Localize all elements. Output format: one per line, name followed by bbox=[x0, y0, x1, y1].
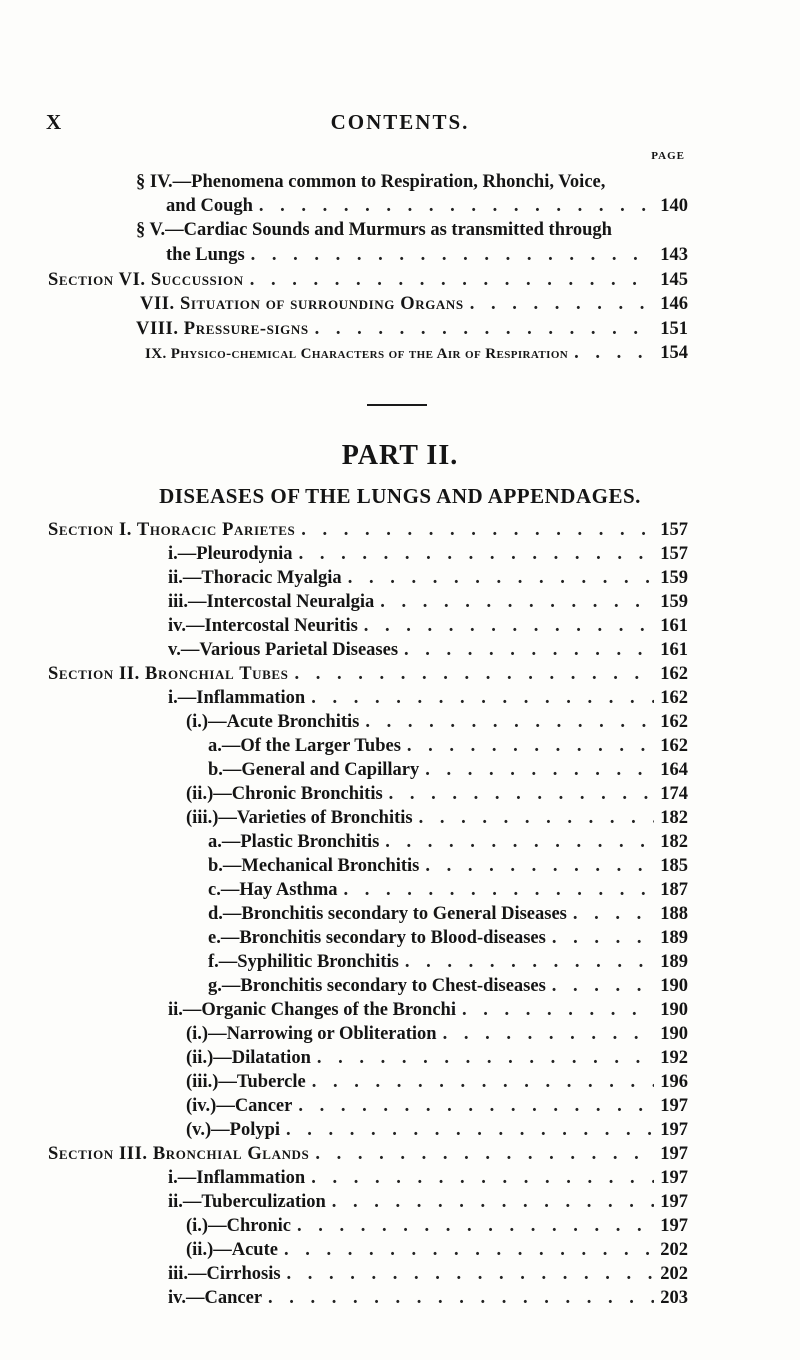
toc-entry: f.—Syphilitic Bronchitis . . . 189 bbox=[208, 950, 688, 974]
toc-section-entry: Section III. Bronchial Glands . . . 197 bbox=[48, 1142, 688, 1166]
toc-entry: iv.—Intercostal Neuritis . . . 161 bbox=[168, 614, 688, 638]
toc-entry: and Cough . . . 140 bbox=[166, 194, 688, 218]
part-subtitle: DISEASES OF THE LUNGS AND APPENDAGES. bbox=[159, 484, 641, 508]
toc-entry: (i.)—Chronic . . . 197 bbox=[186, 1214, 688, 1238]
toc-entry: i.—Inflammation . . . 162 bbox=[168, 686, 688, 710]
toc-entry: v.—Various Parietal Diseases . . . 161 bbox=[168, 638, 688, 662]
toc-entry: (v.)—Polypi . . . 197 bbox=[186, 1118, 688, 1142]
toc-entry: g.—Bronchitis secondary to Chest-diseases . . . 190 bbox=[208, 974, 688, 998]
page-title: CONTENTS. bbox=[330, 110, 470, 134]
toc-entry: VII. Situation of surrounding Organs . . . 146 bbox=[140, 292, 688, 316]
folio: X bbox=[46, 110, 62, 134]
toc-entry: § V.—Cardiac Sounds and Murmurs as transmitted through bbox=[136, 220, 612, 240]
page-column-label: PAGE bbox=[651, 150, 685, 162]
toc-entry: c.—Hay Asthma . . . 187 bbox=[208, 878, 688, 902]
toc-entry: (iii.)—Tubercle . . . 196 bbox=[186, 1070, 688, 1094]
toc-entry: iv.—Cancer . . . 203 bbox=[168, 1286, 688, 1310]
toc-entry: (i.)—Narrowing or Obliteration . . . 190 bbox=[186, 1022, 688, 1046]
toc-entry: a.—Plastic Bronchitis . . . 182 bbox=[208, 830, 688, 854]
toc-entry: (ii.)—Dilatation . . . 192 bbox=[186, 1046, 688, 1070]
toc-section-entry: Section II. Bronchial Tubes . . . 162 bbox=[48, 662, 688, 686]
toc-entry: the Lungs . . . 143 bbox=[166, 243, 688, 267]
toc-entry: iii.—Cirrhosis . . . 202 bbox=[168, 1262, 688, 1286]
toc-entry: (ii.)—Acute . . . 202 bbox=[186, 1238, 688, 1262]
toc-section-entry: Section I. Thoracic Parietes . . . 157 bbox=[48, 518, 688, 542]
section-divider bbox=[367, 404, 427, 406]
toc-entry: (i.)—Acute Bronchitis . . . 162 bbox=[186, 710, 688, 734]
toc-entry: i.—Inflammation . . . 197 bbox=[168, 1166, 688, 1190]
toc-entry: IX. Physico-chemical Characters of the Air of Respiration . . . 154 bbox=[145, 341, 688, 365]
toc-entry: b.—Mechanical Bronchitis . . . 185 bbox=[208, 854, 688, 878]
toc-entry: Section VI. Succussion . . . 145 bbox=[48, 268, 688, 292]
toc-entry: a.—Of the Larger Tubes . . . 162 bbox=[208, 734, 688, 758]
part-title: PART II. bbox=[341, 440, 459, 471]
toc-entry: d.—Bronchitis secondary to General Diseases . . . 188 bbox=[208, 902, 688, 926]
toc-entry: ii.—Thoracic Myalgia . . . 159 bbox=[168, 566, 688, 590]
toc-entry: ii.—Tuberculization . . . 197 bbox=[168, 1190, 688, 1214]
toc-entry: ii.—Organic Changes of the Bronchi . . . 190 bbox=[168, 998, 688, 1022]
toc-entry: i.—Pleurodynia . . . 157 bbox=[168, 542, 688, 566]
toc-entry: § IV.—Phenomena common to Respiration, Rhonchi, Voice, bbox=[136, 172, 606, 192]
toc-entry: b.—General and Capillary . . . 164 bbox=[208, 758, 688, 782]
toc-entry: (iv.)—Cancer . . . 197 bbox=[186, 1094, 688, 1118]
toc-entry: VIII. Pressure-signs . . . 151 bbox=[136, 317, 688, 341]
toc-entry: e.—Bronchitis secondary to Blood-diseases . . . 189 bbox=[208, 926, 688, 950]
toc-entry: (iii.)—Varieties of Bronchitis . . . 182 bbox=[186, 806, 688, 830]
toc-entry: (ii.)—Chronic Bronchitis . . . 174 bbox=[186, 782, 688, 806]
toc-entry: iii.—Intercostal Neuralgia . . . 159 bbox=[168, 590, 688, 614]
running-head bbox=[0, 110, 800, 140]
